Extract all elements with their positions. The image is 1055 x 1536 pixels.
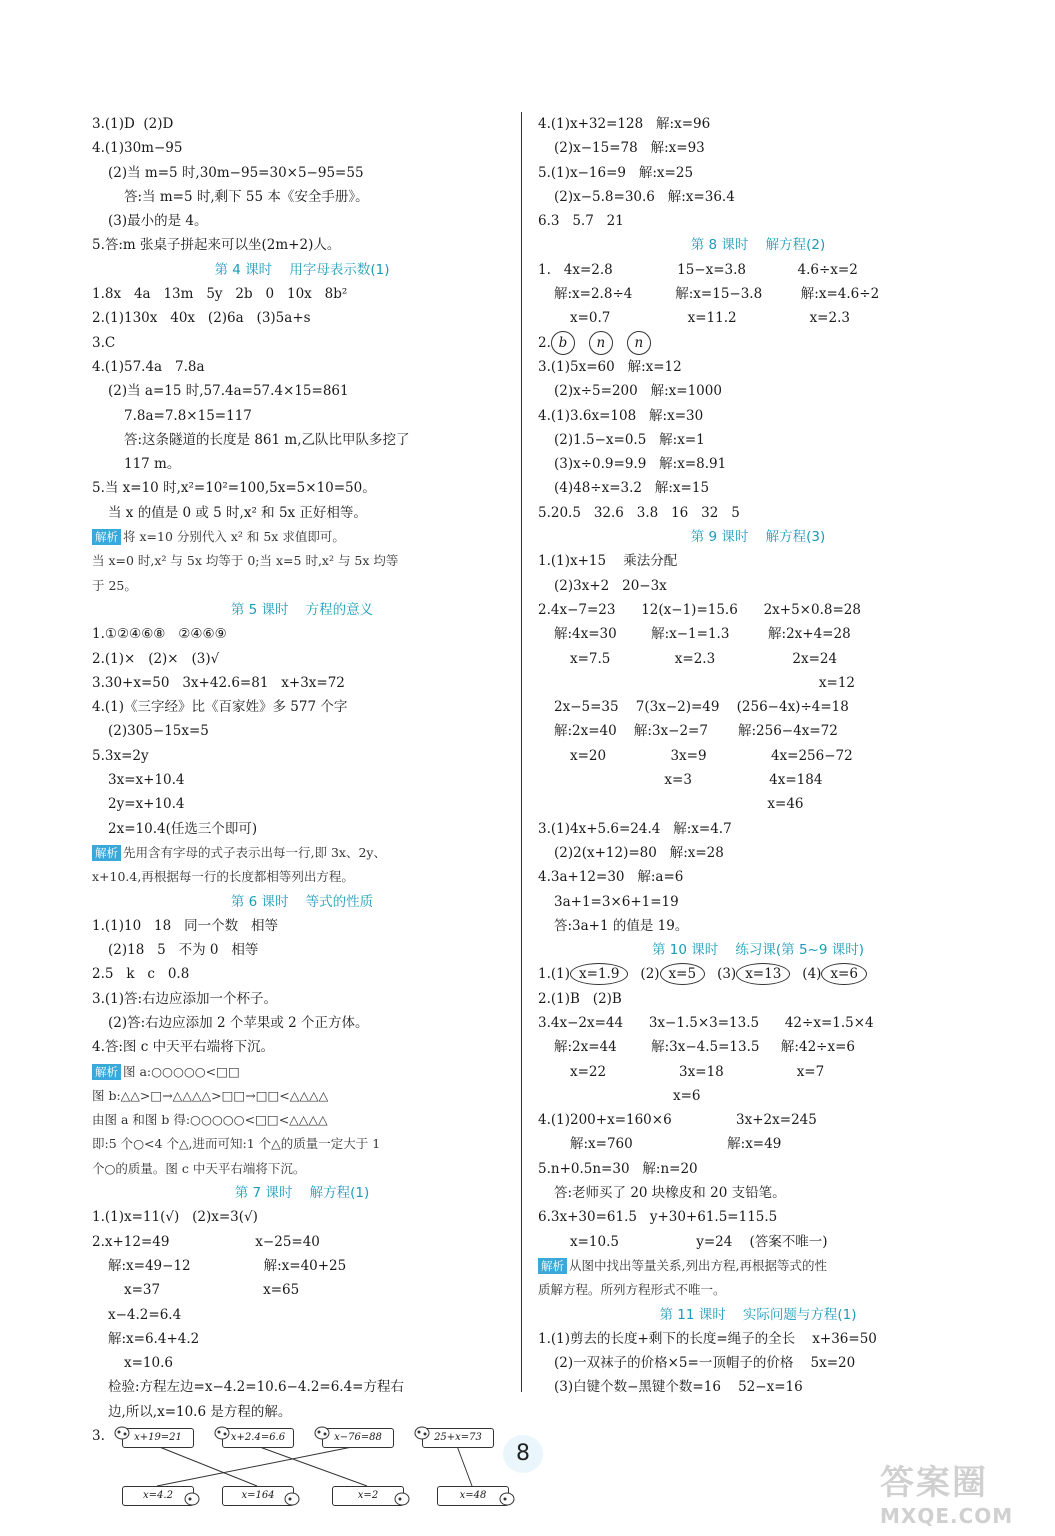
answer-line: [92, 744, 512, 768]
page-number: 8: [503, 1435, 543, 1473]
line-text: 2.(1)× (2)× (3)√: [92, 650, 220, 667]
cow-icon: [184, 1490, 200, 1506]
oval-index: (4): [802, 966, 822, 983]
line-text: 3.(1)4x+5.6=24.4 解:x=4.7: [538, 820, 732, 837]
equation-card: 25+x=73: [422, 1428, 494, 1448]
answer-line: [538, 331, 978, 355]
matching-line: [457, 1446, 472, 1486]
answer-line: [92, 768, 512, 792]
line-text: 解:x=760 解:x=49: [570, 1136, 782, 1153]
line-text: 4.答:图 c 中天平右端将下沉。: [92, 1039, 275, 1056]
answer-line: [538, 476, 978, 500]
answer-line: [92, 428, 512, 452]
answer-line: [92, 1230, 512, 1254]
line-text: (2)3x+2 20−3x: [554, 577, 667, 594]
line-text: 3.(1)5x=60 解:x=12: [538, 358, 682, 375]
line-text: 5.n+0.5n=30 解:n=20: [538, 1160, 698, 1177]
line-text: 6.3 5.7 21: [538, 213, 624, 230]
answer-line: [538, 671, 978, 695]
answer-line: [92, 379, 512, 403]
line-text: 检验:方程左边=x−4.2=10.6−4.2=6.4=方程右: [108, 1379, 404, 1396]
cow-icon: [499, 1490, 515, 1506]
cow-icon: [284, 1490, 300, 1506]
line-text: (2)18 5 不为 0 相等: [108, 942, 259, 959]
cow-icon: [394, 1490, 410, 1506]
answer-line: [92, 476, 512, 500]
answer-line: [92, 1327, 512, 1351]
line-text: 质解方程。所列方程形式不唯一。: [538, 1282, 726, 1298]
line-text: 117 m。: [124, 456, 181, 473]
answer-line: [538, 1011, 978, 1035]
section-heading: [538, 233, 978, 257]
line-text: (2)305−15x=5: [108, 723, 209, 740]
answer-line: [538, 744, 978, 768]
answer-line: [92, 1011, 512, 1035]
section-heading: [538, 938, 978, 962]
line-text: (2)2(x+12)=80 解:x=28: [554, 844, 724, 861]
line-text: x+10.4,再根据每一行的长度都相等列出方程。: [92, 869, 354, 885]
cow-icon: [114, 1424, 130, 1440]
answer-line: [538, 136, 978, 160]
answer-line: [538, 258, 978, 282]
answer-line: [538, 1278, 978, 1302]
answer-line: [92, 161, 512, 185]
equation-card: x+19=21: [122, 1428, 194, 1448]
line-text: 1.: [538, 966, 551, 983]
answer-line: [92, 962, 512, 986]
answer-line: [538, 1132, 978, 1156]
left-column: [92, 112, 512, 1512]
answer-line: [92, 914, 512, 938]
line-text: (2)1.5−x=0.5 解:x=1: [554, 431, 705, 448]
answer-line: [92, 865, 512, 889]
line-text: 答:当 m=5 时,剩下 55 本《安全手册》。: [124, 188, 369, 205]
answer-line: [538, 379, 978, 403]
line-text: 即:5 个○<4 个△,进而可知:1 个△的质量一定大于 1: [92, 1136, 381, 1152]
matching-line: [257, 1446, 367, 1486]
answer-line: [92, 452, 512, 476]
line-text: 3.C: [92, 334, 116, 351]
line-text: 1.①②④⑥⑧ ②④⑥⑨: [92, 626, 227, 643]
line-text: 从图中找出等量关系,列出方程,再根据等式的性: [569, 1257, 827, 1273]
watermark-line1: 答案圈: [880, 1463, 988, 1503]
line-text: 4.(1)57.4a 7.8a: [92, 358, 205, 375]
section-heading: [92, 1181, 512, 1205]
answer-line: [92, 404, 512, 428]
line-text: 3.4x−2x=44 3x−1.5×3=13.5 42÷x=1.5×4: [538, 1014, 874, 1031]
answer-line: [92, 574, 512, 598]
answer-line: [92, 331, 512, 355]
answer-line: [92, 1060, 512, 1084]
line-text: 5.当 x=10 时,x²=10²=100,5x=5×10=50。: [92, 480, 376, 497]
answer-line: [538, 1108, 978, 1132]
line-text: 4.(1)3.6x=108 解:x=30: [538, 407, 704, 424]
line-text: 第 8 课时 解方程(2): [690, 237, 826, 254]
line-text: 3.30+x=50 3x+42.6=81 x+3x=72: [92, 674, 345, 691]
watermark-line2: MXQE.COM: [880, 1504, 1014, 1528]
line-text: 1. 4x=2.8 15−x=3.8 4.6÷x=2: [538, 261, 858, 278]
line-text: 1.(1)x+15 乘法分配: [538, 553, 678, 570]
line-text: 解:2x=40 解:3x−2=7 解:256−4x=72: [554, 723, 838, 740]
answer-line: [92, 1205, 512, 1229]
line-text: (3)最小的是 4。: [108, 213, 208, 230]
answer-line: [92, 501, 512, 525]
answer-line: [92, 525, 512, 549]
line-text: (3)x÷0.9=9.9 解:x=8.91: [554, 456, 727, 473]
line-text: 边,所以,x=10.6 是方程的解。: [108, 1403, 292, 1420]
line-text: 2x=10.4(任选三个即可): [108, 820, 258, 837]
solution-card: x=48: [437, 1486, 509, 1506]
answer-line: [92, 185, 512, 209]
oval-index: (1): [550, 966, 571, 983]
line-text: 解:x=49−12 解:x=40+25: [108, 1257, 347, 1274]
line-text: 3x=x+10.4: [108, 772, 185, 789]
answer-line: [92, 647, 512, 671]
section-heading: [92, 598, 512, 622]
answer-line: [538, 865, 978, 889]
cow-icon: [314, 1424, 330, 1440]
line-text: 图 a:○○○○○<□□: [123, 1063, 240, 1079]
line-text: (2)当 m=5 时,30m−95=30×5−95=55: [108, 164, 364, 181]
line-text: 解:x=2.8÷4 解:x=15−3.8 解:x=4.6÷2: [554, 286, 880, 303]
answer-line: [538, 792, 978, 816]
answer-line: [538, 1351, 978, 1375]
answer-line: [92, 549, 512, 573]
line-text: 由图 a 和图 b 得:○○○○○<□□<△△△△: [92, 1112, 328, 1128]
answer-line: [92, 1278, 512, 1302]
line-text: 3a+1=3×6+1=19: [554, 893, 679, 910]
answer-line: [538, 1205, 978, 1229]
line-text: 4.(1)200+x=160×6 3x+2x=245: [538, 1112, 817, 1129]
answer-line: [92, 306, 512, 330]
matching-exercise: [92, 1424, 512, 1512]
answer-line: [538, 1084, 978, 1108]
answer-line: [92, 282, 512, 306]
circled-answer: b: [551, 331, 575, 355]
answer-line: [92, 1375, 512, 1399]
line-text: (2)当 a=15 时,57.4a=57.4×15=861: [108, 383, 349, 400]
answer-line: [92, 938, 512, 962]
line-text: 1.(1)10 18 同一个数 相等: [92, 917, 278, 934]
answer-line: [92, 671, 512, 695]
equation-card: x−76=88: [322, 1428, 394, 1448]
answer-line: [538, 404, 978, 428]
line-text: 2y=x+10.4: [108, 796, 185, 813]
answer-line: [538, 841, 978, 865]
section-heading: [92, 258, 512, 282]
line-text: 1.(1)x=11(√) (2)x=3(√): [92, 1209, 258, 1226]
line-text: (4)48÷x=3.2 解:x=15: [554, 480, 710, 497]
solution-card: x=2: [332, 1486, 404, 1506]
answer-line: [538, 987, 978, 1011]
answer-line: [92, 695, 512, 719]
analysis-tag: 解析: [92, 529, 121, 545]
line-text: 6.3x+30=61.5 y+30+61.5=115.5: [538, 1209, 778, 1226]
section-heading: [538, 1303, 978, 1327]
answer-line: [92, 233, 512, 257]
answer-line: [92, 136, 512, 160]
answer-line: [538, 574, 978, 598]
section-heading: [92, 890, 512, 914]
matching-line: [157, 1446, 357, 1486]
oval-answer: x=5: [660, 963, 706, 985]
answer-line: [538, 1327, 978, 1351]
analysis-tag: 解析: [92, 1064, 121, 1080]
line-text: 第 5 课时 方程的意义: [230, 601, 374, 618]
answer-line: [92, 1084, 512, 1108]
answer-line: [92, 112, 512, 136]
answer-line: [92, 1108, 512, 1132]
line-text: x=46: [570, 796, 804, 813]
line-text: 2.5 k c 0.8: [92, 966, 190, 983]
answer-line: [538, 161, 978, 185]
answer-line: [92, 792, 512, 816]
answer-line: [538, 452, 978, 476]
line-text: (3)白键个数−黑键个数=16 52−x=16: [554, 1379, 803, 1396]
line-text: 2.(1)B (2)B: [538, 990, 622, 1007]
line-text: 答:3a+1 的值是 19。: [554, 917, 689, 934]
oval-index: (2): [640, 966, 660, 983]
cow-icon: [414, 1424, 430, 1440]
line-text: 第 10 课时 练习课(第 5~9 课时): [651, 942, 865, 959]
line-text: 解:2x=44 解:3x−4.5=13.5 解:42÷x=6: [554, 1039, 855, 1056]
line-text: 5.答:m 张桌子拼起来可以坐(2m+2)人。: [92, 237, 341, 254]
answer-line: [538, 428, 978, 452]
answer-line: [538, 1181, 978, 1205]
answer-line: [538, 598, 978, 622]
line-text: 2.(1)130x 40x (2)6a (3)5a+s: [92, 310, 311, 327]
line-text: 4.(1)《三字经》比《百家姓》多 577 个字: [92, 699, 348, 716]
line-text: 第 9 课时 解方程(3): [690, 529, 826, 546]
line-text: 5.3x=2y: [92, 747, 149, 764]
line-text: 解:4x=30 解:x−1=1.3 解:2x+4=28: [554, 626, 851, 643]
line-text: 个○的质量。图 c 中天平右端将下沉。: [92, 1160, 306, 1176]
oval-answer: x=1.9: [570, 963, 628, 985]
solution-card: x=4.2: [122, 1486, 194, 1506]
answer-line: [538, 890, 978, 914]
line-text: 7.8a=7.8×15=117: [124, 407, 252, 424]
answer-line: [538, 1157, 978, 1181]
line-text: (2)x−15=78 解:x=93: [554, 140, 705, 157]
answer-line: [92, 1157, 512, 1181]
section-heading: [538, 525, 978, 549]
line-text: x=0.7 x=11.2 x=2.3: [570, 310, 850, 327]
line-text: x=10.6: [124, 1355, 173, 1372]
analysis-tag: 解析: [538, 1258, 567, 1274]
answer-line: [92, 987, 512, 1011]
answer-line: [538, 549, 978, 573]
watermark-logo: [880, 1455, 1030, 1527]
answer-line: [538, 914, 978, 938]
answer-line: [92, 622, 512, 646]
line-text: x=7.5 x=2.3 2x=24: [570, 650, 838, 667]
line-text: 当 x 的值是 0 或 5 时,x² 和 5x 正好相等。: [108, 504, 367, 521]
answer-line: [538, 209, 978, 233]
answer-line: [538, 1375, 978, 1399]
line-text: 1.8x 4a 13m 5y 2b 0 10x 8b²: [92, 286, 348, 303]
answer-line: [538, 1254, 978, 1278]
answer-line: [92, 1035, 512, 1059]
answer-line: [92, 1400, 512, 1424]
line-text: x=37 x=65: [124, 1282, 300, 1299]
answer-line: [92, 841, 512, 865]
line-text: 4.3a+12=30 解:a=6: [538, 869, 684, 886]
answer-line: [92, 719, 512, 743]
cow-icon: [214, 1424, 230, 1440]
analysis-tag: 解析: [92, 845, 121, 861]
line-text: 3.(1)答:右边应添加一个杯子。: [92, 990, 278, 1007]
line-text: 将 x=10 分别代入 x² 和 5x 求值即可。: [123, 529, 345, 545]
answer-line: [538, 355, 978, 379]
line-text: 先用含有字母的式子表示出每一行,即 3x、2y、: [123, 844, 386, 860]
answer-line: [538, 1035, 978, 1059]
answer-line: [92, 355, 512, 379]
line-text: x−4.2=6.4: [108, 1306, 182, 1323]
answer-line: [92, 1132, 512, 1156]
answer-line: [92, 817, 512, 841]
line-text: 答:这条隧道的长度是 861 m,乙队比甲队多挖了: [124, 431, 410, 448]
answer-line: [538, 185, 978, 209]
line-text: x=20 3x=9 4x=256−72: [570, 747, 853, 764]
oval-answer: x=6: [821, 963, 867, 985]
line-text: x=10.5 y=24 (答案不唯一): [570, 1233, 828, 1250]
line-text: 解:x=6.4+4.2: [108, 1330, 200, 1347]
answer-line: [538, 962, 978, 986]
line-text: 2.4x−7=23 12(x−1)=15.6 2x+5×0.8=28: [538, 601, 861, 618]
answer-line: [92, 1254, 512, 1278]
answer-line: [538, 501, 978, 525]
column-divider: [521, 112, 522, 1392]
answer-line: [538, 768, 978, 792]
line-text: (2)一双袜子的价格×5=一顶帽子的价格 5x=20: [554, 1355, 856, 1372]
answer-line: [538, 817, 978, 841]
line-text: 第 11 课时 实际问题与方程(1): [659, 1306, 857, 1323]
line-text: 第 7 课时 解方程(1): [234, 1185, 370, 1202]
line-text: 2x−5=35 7(3x−2)=49 (256−4x)÷4=18: [554, 699, 849, 716]
line-text: (2)答:右边应添加 2 个苹果或 2 个正方体。: [108, 1014, 369, 1031]
answer-line: [538, 647, 978, 671]
line-text: (2)x÷5=200 解:x=1000: [554, 383, 722, 400]
oval-answer: x=13: [736, 963, 790, 985]
answer-line: [538, 719, 978, 743]
answer-line: [92, 1351, 512, 1375]
question-label: 3.: [92, 1428, 105, 1445]
line-text: 第 6 课时 等式的性质: [230, 893, 374, 910]
line-text: 4.(1)x+32=128 解:x=96: [538, 116, 711, 132]
line-text: 于 25。: [92, 577, 137, 593]
circled-answer: n: [589, 331, 613, 355]
matching-line: [157, 1446, 257, 1486]
line-text: 2.x+12=49 x−25=40: [92, 1233, 320, 1250]
line-text: x=12: [570, 674, 855, 691]
line-text: (2)x−5.8=30.6 解:x=36.4: [554, 188, 735, 205]
line-text: 5.(1)x−16=9 解:x=25: [538, 164, 694, 181]
answer-line: [538, 1230, 978, 1254]
line-text: x=3 4x=184: [570, 772, 823, 789]
answer-line: [92, 209, 512, 233]
answer-line: [538, 306, 978, 330]
line-text: 4.(1)30m−95: [92, 140, 183, 157]
answer-line: [92, 1303, 512, 1327]
line-text: 5.20.5 32.6 3.8 16 32 5: [538, 504, 740, 521]
circled-answer: n: [627, 331, 651, 355]
line-text: x=22 3x=18 x=7: [570, 1063, 825, 1080]
line-text: 1.(1)剪去的长度+剩下的长度=绳子的全长 x+36=50: [538, 1330, 877, 1347]
line-text: 2.: [538, 334, 551, 351]
line-text: 图 b:△△>□→△△△△>□□→□□<△△△△: [92, 1087, 329, 1103]
line-text: 3.(1)D (2)D: [92, 116, 174, 132]
line-text: 答:老师买了 20 块橡皮和 20 支铅笔。: [554, 1185, 786, 1202]
line-text: 当 x=0 时,x² 与 5x 均等于 0;当 x=5 时,x² 与 5x 均等: [92, 553, 399, 569]
oval-index: (3): [717, 966, 737, 983]
equation-card: x+2.4=6.6: [222, 1428, 294, 1448]
answer-line: [538, 622, 978, 646]
answer-line: [538, 112, 978, 136]
answer-line: [538, 695, 978, 719]
answer-line: [538, 282, 978, 306]
line-text: 第 4 课时 用字母表示数(1): [214, 261, 390, 278]
line-text: x=6: [570, 1087, 701, 1104]
answer-line: [538, 1060, 978, 1084]
right-column: [538, 112, 978, 1400]
solution-card: x=164: [222, 1486, 294, 1506]
